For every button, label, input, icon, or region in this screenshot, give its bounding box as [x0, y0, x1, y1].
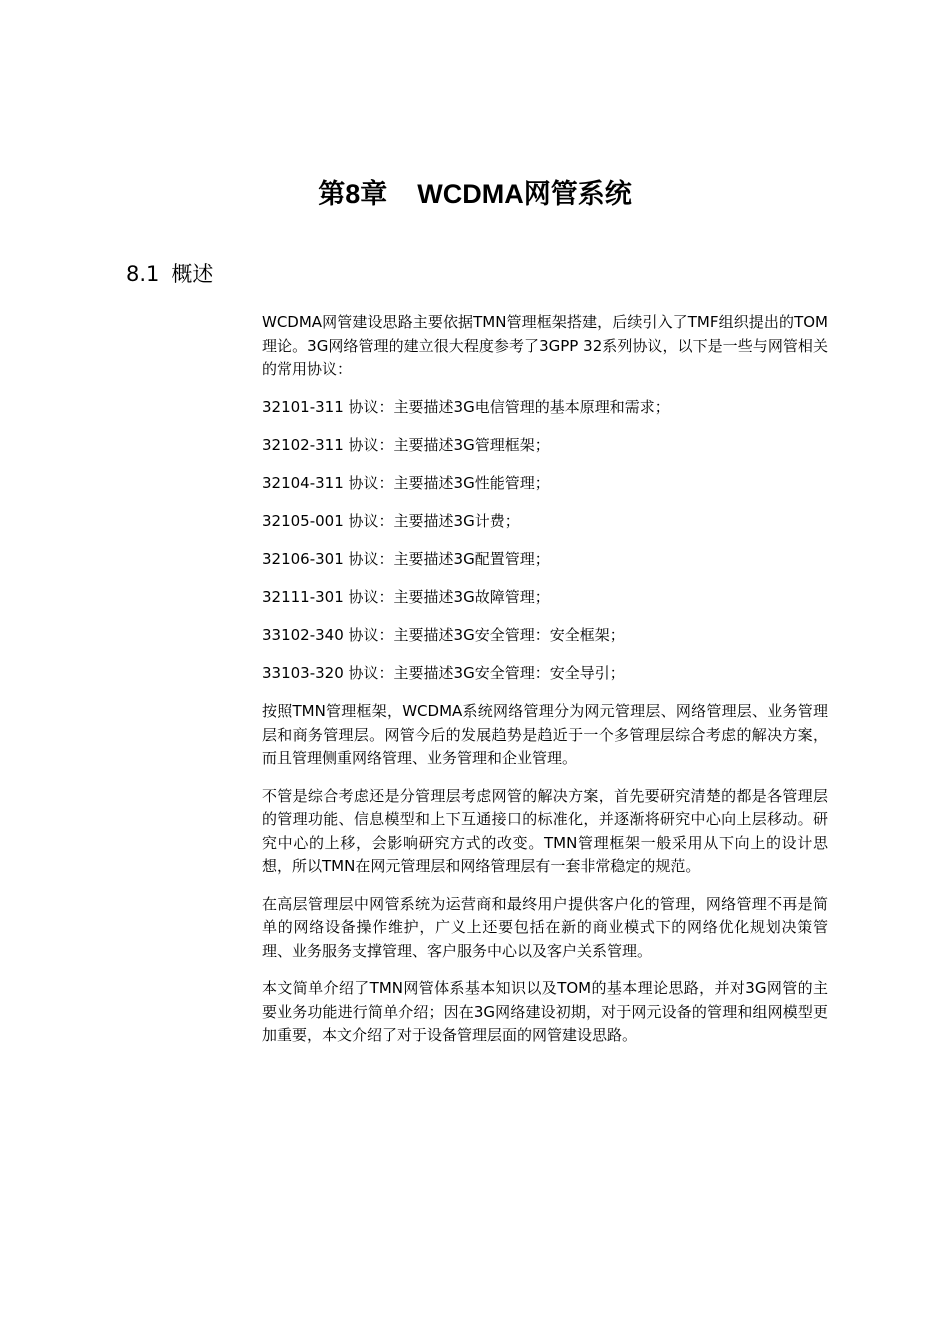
- protocol-item-32101: 32101-311 协议：主要描述3G电信管理的基本原理和需求；: [262, 397, 670, 416]
- chapter-title: [0, 174, 950, 214]
- high-layer-paragraph: 在高层管理层中网管系统为运营商和最终用户提供客户化的管理，网络管理不再是简单的网络设备操作维护，广义上还要包括在新的商业模式下的网络优化规划决策管理、业务服务支撑管理、客户服务中心以及客户关系管理。: [262, 894, 828, 960]
- protocol-item-32105: 32105-001 协议：主要描述3G计费；: [262, 511, 520, 530]
- protocol-item-33103: 33103-320 协议：主要描述3G安全管理：安全导引；: [262, 664, 625, 683]
- intro-paragraph: WCDMA网管建设思路主要依据TMN管理框架搭建，后续引入了TMF组织提出的TOM理论。3G网络管理的建立很大程度参考了3GPP 32系列协议，以下是一些与网管相关的常用协议：: [262, 313, 828, 378]
- section-number: 8.1: [126, 262, 160, 286]
- protocol-item-32111: 32111-301 协议：主要描述3G故障管理；: [262, 587, 550, 606]
- protocol-item-33102: 33102-340 协议：主要描述3G安全管理：安全框架；: [262, 626, 625, 645]
- summary-paragraph: 本文简单介绍了TMN网管体系基本知识以及TOM的基本理论思路，并对3G网管的主要业务功能进行简单介绍；因在3G网络建设初期，对于网元设备的管理和组网模型更加重要，本文介绍了对于设备管理层面的网管建设思路。: [262, 979, 828, 1045]
- framework-paragraph: 按照TMN管理框架，WCDMA系统网络管理分为网元管理层、网络管理层、业务管理层和商务管理层。网管今后的发展趋势是趋近于一个多管理层综合考虑的解决方案，而且管理侧重网络管理、业务管理和企业管理。: [262, 702, 828, 768]
- protocol-item-32102: 32102-311 协议：主要描述3G管理框架；: [262, 435, 550, 454]
- section-title: 概述: [171, 262, 214, 286]
- section-body: [262, 311, 828, 1062]
- standardization-paragraph: 不管是综合考虑还是分管理层考虑网管的解决方案，首先要研究清楚的都是各管理层的管理功能、信息模型和上下互通接口的标准化，并逐渐将研究中心向上层移动。研究中心的上移，会影响研究方式的改变。TMN管理框架一般采用从下向上的设计思想，所以TMN在网元管理层和网络管理层有一套非常稳定的规范。: [262, 786, 828, 876]
- protocol-item-32104: 32104-311 协议：主要描述3G性能管理；: [262, 473, 550, 492]
- section-heading: [126, 258, 213, 290]
- protocol-item-32106: 32106-301 协议：主要描述3G配置管理；: [262, 549, 550, 568]
- chapter-number: 第8章: [318, 179, 388, 209]
- chapter-name: WCDMA网管系统: [417, 179, 632, 209]
